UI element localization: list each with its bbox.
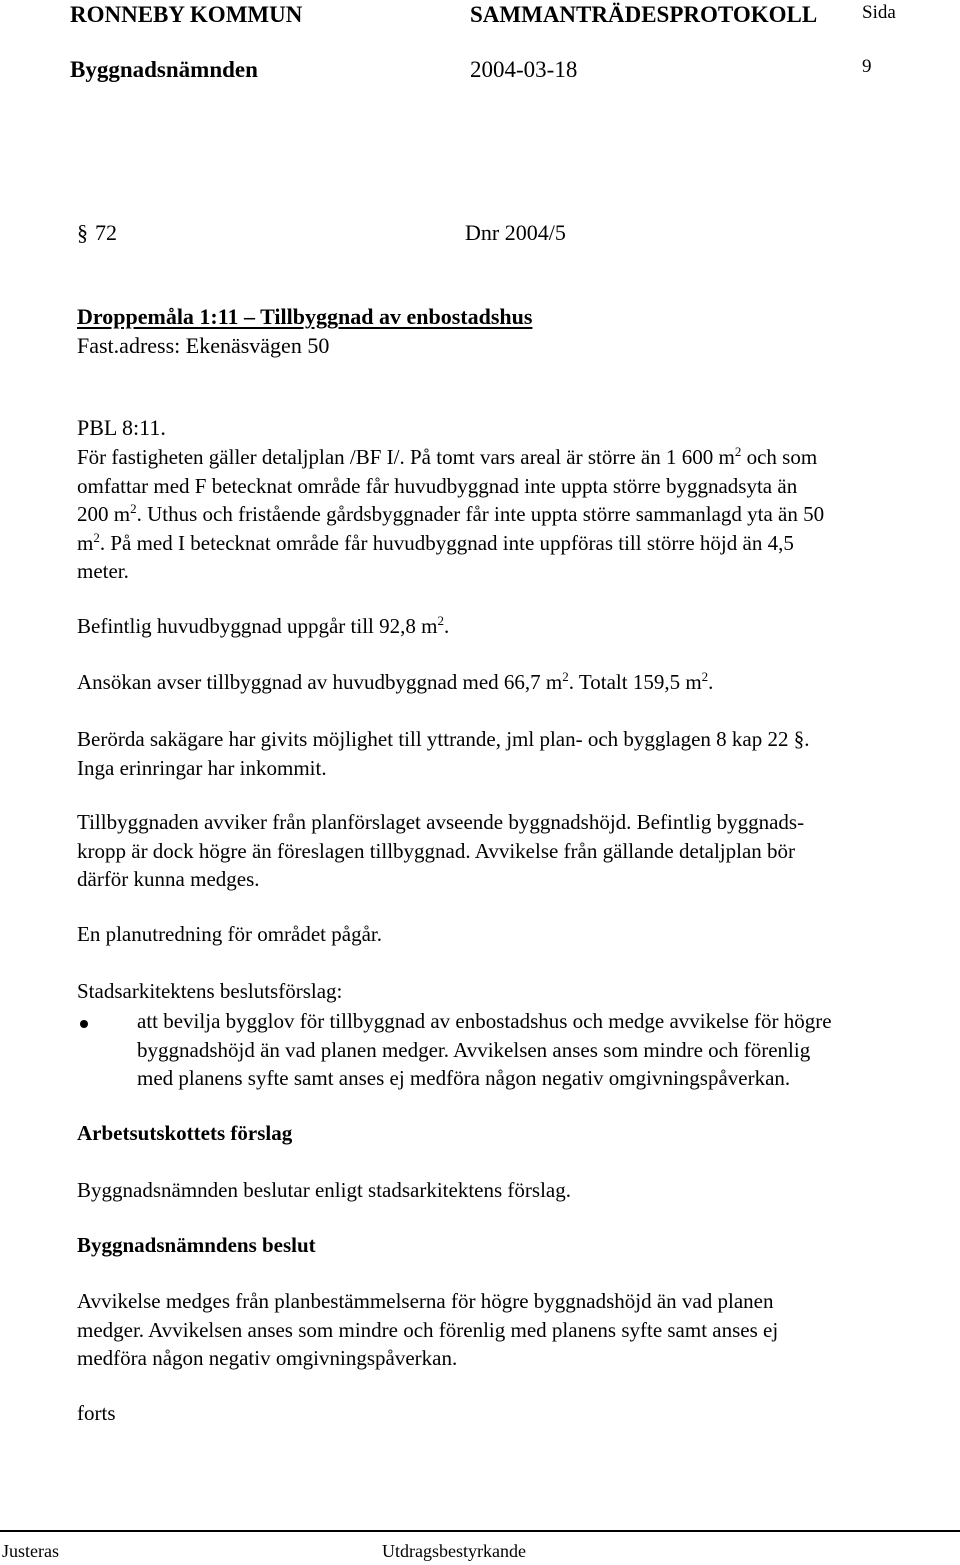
case-title: Droppemåla 1:11 – Tillbyggnad av enbostadshus [77,304,533,329]
decision-heading: Byggnadsnämndens beslut [77,1233,316,1257]
case-address: Fast.adress: Ekenäsvägen 50 [77,333,330,358]
planning-note: En planutredning för området pågår. [77,922,382,946]
footer-utdragsbestyrkande: Utdragsbestyrkande [382,1541,526,1561]
plan-paragraph [77,443,824,586]
committee-name: Byggnadsnämnden [70,57,258,82]
deviation-line-1: Tillbyggnaden avviker från planförslaget avseende byggnadshöjd. Befintlig byggnads- [77,810,805,834]
section-number: 72 [95,220,117,245]
section-sign-icon: § [793,727,805,751]
neighbors-line-2: Inga erinringar har inkommit. [77,755,327,780]
decision-line-1: Avvikelse medges från planbestämmelserna för högre byggnadshöjd än vad planen [77,1289,774,1313]
bullet-icon [80,1020,88,1028]
neighbors-line-1: Berörda sakägare har givits möjlighet till yttrande, jml plan- och bygglagen 8 kap 22 §. [77,727,810,751]
page-number: 9 [862,56,872,77]
plan-line-1: För fastigheten gäller detaljplan /BF I/. På tomt vars areal är större än 1 600 $m^2$ och som [77,444,818,469]
pbl-reference: PBL 8:11. [77,415,166,440]
plan-line-4: $m^2$. På med I betecknat område får huvudbyggnad inte uppföras till större höjd än 4,5 [77,529,794,555]
deviation-paragraph [77,808,804,894]
footer-divider [0,1530,960,1532]
architect-proposal-bullet [137,1007,832,1093]
plan-line-5: meter. [77,559,129,583]
section-sign: § [77,220,88,245]
document-type: SAMMANTRÄDESPROTOKOLL [470,2,818,27]
footer-justeras: Justeras [2,1541,59,1561]
bullet-line-2: byggnadshöjd än vad planen medger. Avvikelsen anses som mindre och förenlig [137,1037,811,1062]
existing-area: Befintlig huvudbyggnad uppgår till 92,8 $m^2$. [77,613,450,638]
org-name: RONNEBY KOMMUN [70,2,303,27]
architect-proposal-heading: Stadsarkitektens beslutsförslag: [77,979,343,1003]
plan-line-2: omfattar med F betecknat område får huvudbyggnad inte uppta större byggnadsyta än [77,473,798,498]
plan-line-3: 200 $m^2$. Uthus och fristående gårdsbyggnader får inte uppta större sammanlagd yta än 50 [77,501,825,526]
committee-proposal-heading: Arbetsutskottets förslag [77,1121,293,1145]
decision-line-2: medger. Avvikelsen anses som mindre och förenlig med planens syfte samt anses ej [77,1317,779,1342]
meeting-date: 2004-03-18 [470,57,578,82]
case-dnr: Dnr 2004/5 [465,220,566,245]
decision-line-3: medföra någon negativ omgivningspåverkan. [77,1346,458,1370]
page-label: Sida [862,2,896,23]
bullet-line-1: att bevilja bygglov för tillbyggnad av enbostadshus och medge avvikelse för högre [137,1009,832,1033]
decision-paragraph [77,1287,778,1373]
neighbors-paragraph [77,725,809,782]
bullet-line-3: med planens syfte samt anses ej medföra någon negativ omgivningspåverkan. [137,1066,791,1090]
application-area: Ansökan avser tillbyggnad av huvudbyggnad med 66,7 $m^2$. Totalt 159,5 $m^2$. [77,669,714,694]
deviation-line-3: därför kunna medges. [77,867,260,891]
deviation-line-2: kropp är dock högre än föreslagen tillbyggnad. Avvikelse från gällande detaljplan bör [77,838,796,863]
committee-proposal-text: Byggnadsnämnden beslutar enligt stadsarkitektens förslag. [77,1178,571,1202]
continued-note: forts [77,1401,116,1425]
